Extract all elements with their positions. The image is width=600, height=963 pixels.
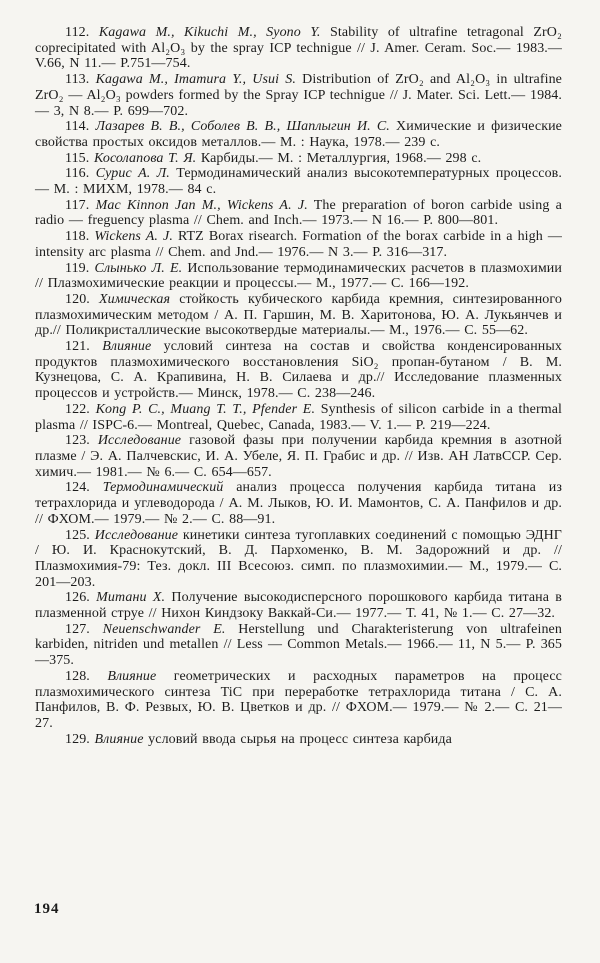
reference-authors: Исследование bbox=[94, 527, 179, 543]
reference-text: RTZ Borax risearch. Formation of the borax carbide in a high — intensity arc plasma // Chem. and Jnd.— 1976.— N 3.— P. 316—317. bbox=[35, 229, 562, 260]
reference-text: Stability of ultrafine tetragonal ZrO₂ coprecipitated with Al₂O₃ by the spray ICP technigue // J. Amer. Ceram. Soc.— 1983.— V.66, N 11.— P.751—754. bbox=[35, 25, 562, 72]
reference-number: 126. bbox=[65, 590, 90, 606]
reference-text: Карбиды.— М. : Металлургия, 1968.— 298 с. bbox=[200, 150, 482, 166]
reference-authors: Kong P. C., Muang T. T., Pfender E. bbox=[95, 401, 316, 417]
reference-number: 117. bbox=[65, 197, 90, 213]
reference-text: Synthesis of silicon carbide in a thermal plasma // ISPC-6.— Montreal, Quebec, Canada, 1983.— V. 1.— P. 219—224. bbox=[35, 401, 563, 433]
reference-number: 128. bbox=[65, 668, 90, 684]
reference-authors: Влияние bbox=[94, 731, 144, 747]
reference-authors: Слынько Л. Е. bbox=[94, 260, 183, 276]
reference-text: Использование термодинамических расчетов в плазмохимии // Плазмохимические реакции и процессы.— М., 1977.— С. 166—192. bbox=[35, 260, 562, 292]
reference-entry bbox=[35, 72, 562, 119]
reference-entry bbox=[35, 229, 562, 260]
reference-authors: Kagawa M., Kikuchi M., Syono Y. bbox=[98, 25, 321, 40]
reference-number: 125. bbox=[65, 527, 90, 543]
reference-number: 119. bbox=[65, 260, 90, 276]
reference-text: Термодинамический анализ высокотемпературных процессов.— М. : МИХМ, 1978.— 84 с. bbox=[35, 166, 562, 198]
reference-authors: Термодинамический bbox=[102, 480, 224, 496]
reference-number: 120. bbox=[65, 291, 90, 307]
reference-authors: Сурис А. Л. bbox=[95, 166, 170, 182]
reference-text: Получение высокодисперсного порошкового карбида титана в плазменной струе // Нихон Киндзоку Ваккай-Си.— 1977.— Т. 41, № 1.— С. 27—32. bbox=[35, 590, 562, 622]
reference-authors: Митани Х. bbox=[96, 590, 166, 606]
reference-text: Distribution of ZrO₂ and Al₂O₃ in ultrafine ZrO₂ — Al₂O₃ powders formed by the Spray ICP technigue // J. Mater. Sci. Lett.— 1984.— 3, N 8.— P. 699—702. bbox=[35, 72, 562, 119]
reference-entry bbox=[35, 433, 562, 480]
reference-entry bbox=[35, 25, 562, 72]
reference-text: газовой фазы при получении карбида кремния в азотной плазме / Э. А. Палчевскис, И. А. Убеле, Я. П. Грабис и др. // Изв. АН ЛатвССР. Сер. химич.— 1981.— № 6.— С. 654—657. bbox=[35, 433, 562, 480]
reference-entry bbox=[35, 198, 562, 229]
reference-text: анализ процесса получения карбида титана из тетрахлорида и углеводорода / А. М. Лыков, Ю. И. Мамонтов, С. А. Панфилов и др. // ФХОМ.— 1979.— № 2.— С. 88—91. bbox=[35, 480, 563, 527]
reference-text: кинетики синтеза тугоплавких соединений с помощью ЭДНГ / Ю. И. Краснокутский, В. Д. Пархоменко, В. М. Задорожний и др. // Плазмохимия-79: Тез. докл. III Всесоюз. симп. по плазмохимии.— М., 1979.— С. 201—203. bbox=[35, 527, 562, 590]
reference-authors: Химическая bbox=[98, 291, 171, 307]
reference-number: 127. bbox=[65, 621, 90, 637]
reference-text: условий ввода сырья на процесс синтеза карбида bbox=[148, 731, 452, 747]
reference-entry bbox=[35, 261, 562, 292]
reference-text: геометрических и расходных параметров на процесс плазмохимического синтеза TiC при переработке тетрахлорида титана / С. А. Панфилов, В. Ф. Резвых, Ю. В. Цветков и др. // ФХОМ.— 1979.— № 2.— С. 21—27. bbox=[35, 668, 562, 731]
reference-entry bbox=[35, 732, 562, 748]
reference-entry bbox=[35, 339, 562, 402]
reference-authors: Wickens A. J. bbox=[94, 229, 173, 245]
reference-text: The preparation of boron carbide using a radio — freguency plasma // Chem. and Inch.— 1973.— N 16.— P. 800—801. bbox=[35, 197, 562, 229]
reference-number: 115. bbox=[65, 150, 90, 166]
reference-entry bbox=[35, 151, 562, 167]
reference-authors: Mac Kinnon Jan M., Wickens A. J. bbox=[95, 197, 308, 213]
reference-number: 122. bbox=[65, 401, 90, 417]
reference-number: 121. bbox=[65, 339, 90, 355]
reference-number: 116. bbox=[65, 166, 90, 182]
reference-number: 124. bbox=[65, 480, 90, 496]
reference-list bbox=[35, 25, 562, 747]
reference-authors: Исследование bbox=[97, 433, 182, 449]
reference-authors: Влияние bbox=[107, 668, 157, 684]
page-number: 194 bbox=[34, 901, 60, 917]
reference-authors: Kagawa M., Imamura Y., Usui S. bbox=[95, 72, 296, 88]
reference-text: Химические и физические свойства простых оксидов металлов.— М. : Наука, 1978.— 239 с. bbox=[35, 119, 563, 150]
reference-authors: Влияние bbox=[102, 339, 152, 355]
reference-number: 118. bbox=[65, 229, 90, 245]
reference-text: Herstellung und Charakteristerung von ultrafeinen karbiden, nitriden und metallen // Less — Common Metals.— 1966.— 11, N 5.— P. 365—375. bbox=[35, 621, 562, 669]
reference-number: 114. bbox=[65, 119, 90, 135]
reference-entry bbox=[35, 480, 562, 527]
reference-number: 112. bbox=[65, 25, 90, 40]
reference-entry bbox=[35, 669, 562, 732]
reference-entry bbox=[35, 622, 562, 669]
reference-authors: Косолапова Т. Я. bbox=[94, 150, 197, 166]
reference-number: 129. bbox=[65, 731, 90, 747]
reference-authors: Лазарев В. В., Соболев В. В., Шаплыгин И. С. bbox=[95, 119, 390, 135]
reference-entry bbox=[35, 292, 562, 339]
reference-entry bbox=[35, 402, 562, 433]
reference-text: условий синтеза на состав и свойства конденсированных продуктов плазмохимического восстановления SiO₂ пропан-бутаном / В. М. Кузнецова, С. А. Крапивина, Н. В. Силаева и др.// Исследование плазменных процессов и устройств.— Минск, 1978.— С. 238—246. bbox=[35, 339, 562, 402]
reference-text: стойкость кубического карбида кремния, синтезированного плазмохимическим методом / А. П. Гаршин, М. В. Харитонова, Ю. А. Лукьянчев и др.// Поликристаллические высокотвердые материалы.— М., 1976.— С. 55—62. bbox=[35, 291, 562, 339]
reference-number: 113. bbox=[65, 72, 90, 88]
reference-entry bbox=[35, 166, 562, 197]
reference-number: 123. bbox=[65, 433, 90, 449]
reference-entry bbox=[35, 119, 562, 150]
reference-entry bbox=[35, 528, 562, 591]
reference-authors: Neuenschwander E. bbox=[102, 621, 226, 637]
reference-entry bbox=[35, 590, 562, 621]
